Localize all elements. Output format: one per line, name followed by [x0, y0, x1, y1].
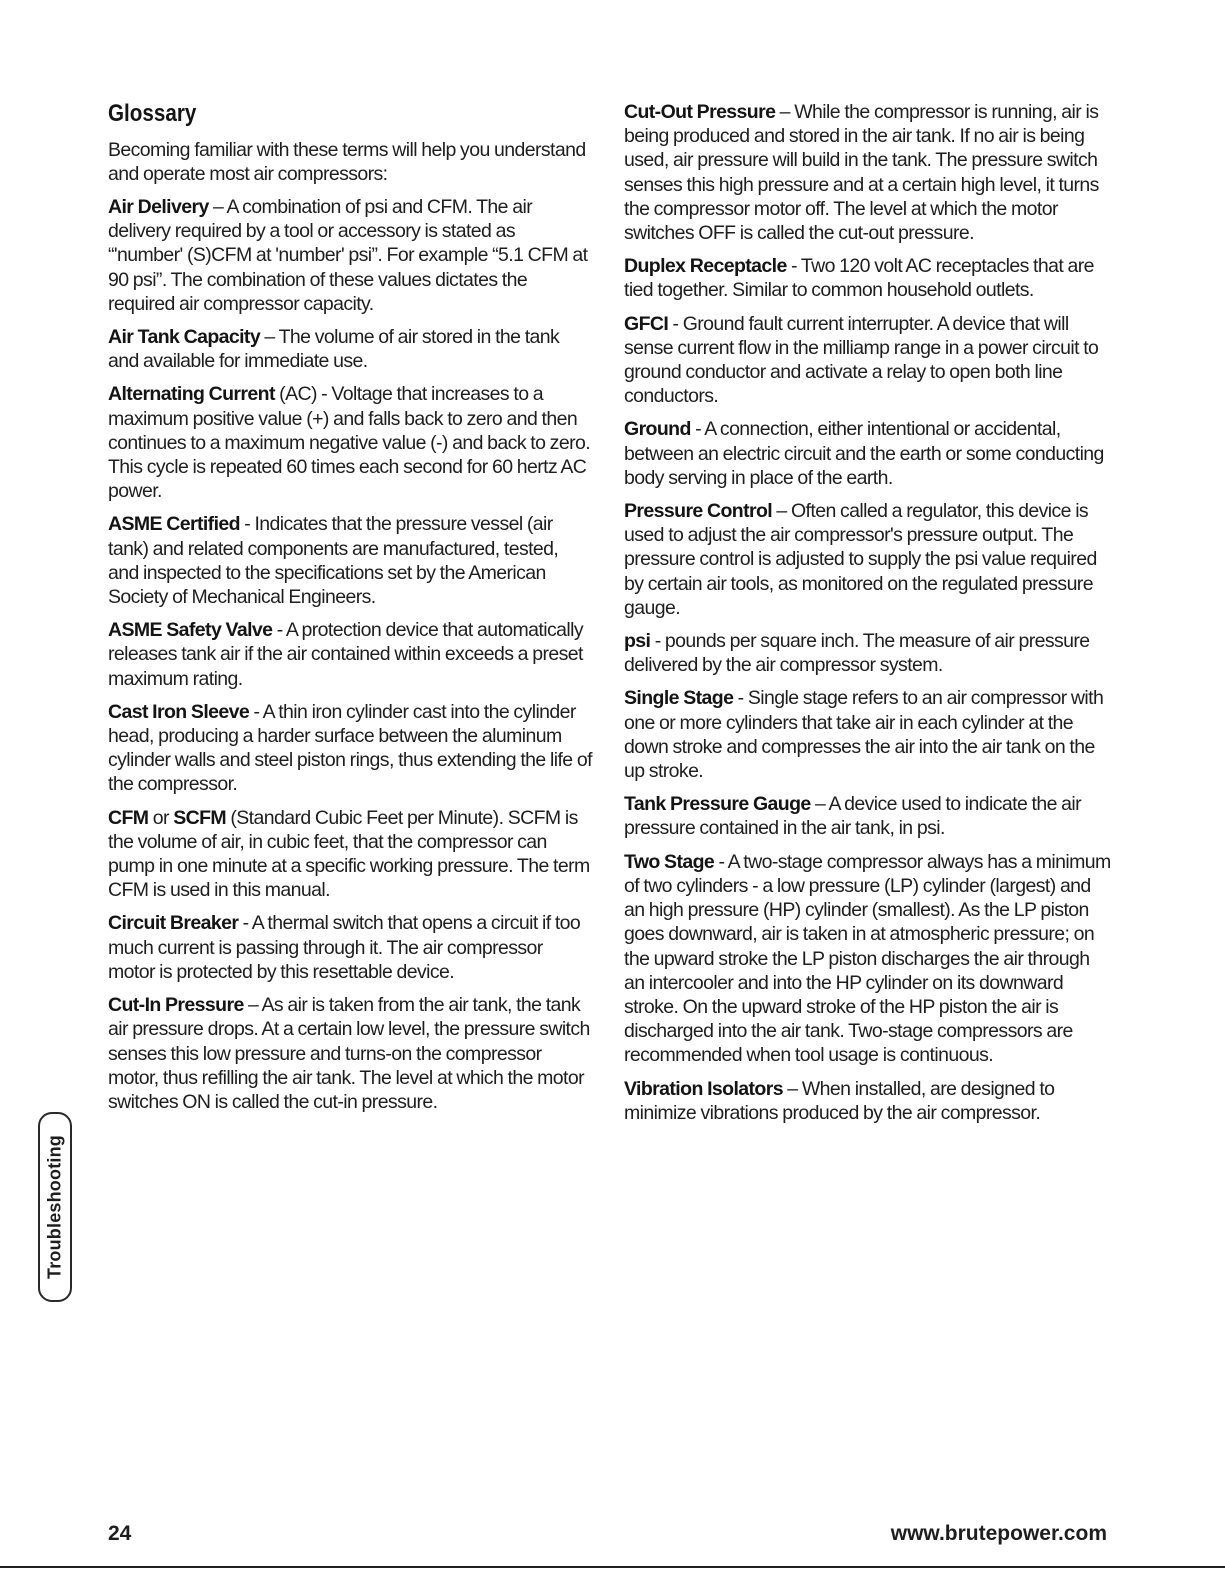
glossary-definition: or: [148, 806, 174, 829]
glossary-term: Pressure Control: [624, 500, 773, 523]
glossary-term: psi: [624, 630, 651, 653]
glossary-entry: [624, 686, 1112, 783]
glossary-entry: [108, 195, 592, 316]
glossary-definition: - A thermal switch that opens a circuit if too much current is passing through it. The air compressor motor is protected by this resettable device.: [108, 912, 581, 983]
glossary-definition: (Standard Cubic Feet per Minute). SCFM is the volume of air, in cubic feet, that the compressor can pump in one minute at a specific working pressure. The term CFM is used in this manual.: [108, 806, 590, 902]
glossary-term: Air Delivery: [108, 196, 209, 218]
glossary-definition: – A device used to indicate the air pressure contained in the air tank, in psi.: [624, 793, 1082, 840]
glossary-right-entries: [624, 100, 1112, 1125]
glossary-term: Cut-Out Pressure: [624, 101, 776, 123]
glossary-intro: Becoming familiar with these terms will help you understand and operate most air compressors:: [108, 138, 586, 185]
glossary-definition: - Indicates that the pressure vessel (air tank) and related components are manufactured, tested, and inspected to the specifications set by the American Society of Mechanical Engineers.: [108, 513, 559, 609]
glossary-term: Cut-In Pressure: [108, 994, 244, 1017]
glossary-left-entries: [108, 195, 592, 1114]
glossary-entry: [624, 792, 1112, 840]
glossary-term: Ground: [624, 418, 691, 441]
glossary-definition: - A protection device that automatically releases tank air if the air contained within exceeds a preset maximum rating.: [108, 619, 583, 690]
glossary-term: Tank Pressure Gauge: [624, 793, 811, 816]
glossary-definition: - A two-stage compressor always has a minimum of two cylinders - a low pressure (LP) cylinder (largest) and an high pressure (HP) cylinder (smallest). As the LP piston goes downward, air is taken in at atmospheric pressure; on the upward stroke the LP piston discharges the air through an intercooler and into the HP cylinder on its downward stroke. On the upward stroke of the HP piston the air is discharged into the air tank. Two-stage compressors are recommended when tool usage is continuous.: [624, 850, 1111, 1067]
glossary-term: SCFM: [173, 806, 227, 829]
glossary-entry: [624, 100, 1112, 245]
glossary-entry: [108, 806, 592, 903]
page-number: 24: [108, 1522, 132, 1545]
glossary-term: ASME Safety Valve: [108, 619, 273, 642]
glossary-entry: [108, 618, 592, 691]
glossary-title: Glossary: [108, 100, 197, 127]
glossary-definition: - Two 120 volt AC receptacles that are tied together. Similar to common household outlets.: [624, 255, 1094, 302]
glossary-term: Duplex Receptacle: [624, 255, 787, 278]
glossary-entry: [624, 312, 1112, 409]
glossary-entry: [624, 499, 1112, 620]
glossary-definition: – While the compressor is running, air is being produced and stored in the air tank. If no air is being used, air pressure will build in the tank. The pressure switch senses this high pressure and at a certain high level, it turns the compressor motor off. The level at which the motor switches OFF is called the cut-out pressure.: [624, 101, 1099, 245]
glossary-entry: [108, 993, 592, 1114]
glossary-definition: - A thin iron cylinder cast into the cylinder head, producing a harder surface between the aluminum cylinder walls and steel piston rings, thus extending the life of the compressor.: [108, 700, 592, 796]
glossary-term: Air Tank Capacity: [108, 326, 261, 349]
glossary-definition: - A connection, either intentional or accidental, between an electric circuit and the earth or some conducting body serving in place of the earth.: [624, 418, 1104, 489]
glossary-term: Cast Iron Sleeve: [108, 700, 250, 723]
glossary-term: Two Stage: [624, 850, 715, 873]
glossary-definition: - pounds per square inch. The measure of air pressure delivered by the air compressor system.: [624, 630, 1090, 677]
glossary-entry: [624, 1077, 1112, 1125]
glossary-definition: – Often called a regulator, this device is used to adjust the air compressor's pressure output. The pressure control is adjusted to supply the psi value required by certain air tools, as monitored on the regulated pressure gauge.: [624, 500, 1097, 619]
glossary-definition: (AC) - Voltage that increases to a maximum positive value (+) and falls back to zero and then continues to a maximum negative value (-) and back to zero. This cycle is repeated 60 times each second for 60 hertz AC power.: [108, 383, 591, 503]
glossary-term: ASME Certified: [108, 513, 240, 536]
glossary-definition: - Single stage refers to an air compressor with one or more cylinders that take air in each cylinder at the down stroke and compresses the air into the air tank on the up stroke.: [624, 687, 1104, 783]
glossary-definition: – When installed, are designed to minimize vibrations produced by the air compressor.: [624, 1077, 1055, 1124]
section-tab-troubleshooting[interactable]: [38, 1112, 72, 1302]
glossary-definition: – A combination of psi and CFM. The air delivery required by a tool or accessory is stated as “'number' (S)CFM at 'number' psi”. For example “5.1 CFM at 90 psi”. The combination of these values dictates the required air compressor capacity.: [108, 196, 588, 315]
glossary-entry: [624, 629, 1112, 677]
glossary-entry: [108, 700, 592, 797]
glossary-term: Vibration Isolators: [624, 1077, 783, 1100]
glossary-definition: - Ground fault current interrupter. A device that will sense current flow in the milliamp range in a power circuit to ground conductor and activate a relay to open both line conductors.: [624, 312, 1099, 408]
website-url: www.brutepower.com: [890, 1522, 1107, 1545]
glossary-entry: [624, 254, 1112, 302]
glossary-entry: [624, 417, 1112, 490]
glossary-term: Alternating Current: [108, 383, 275, 406]
section-tab-label: Troubleshooting: [44, 1135, 65, 1279]
glossary-term: Single Stage: [624, 687, 734, 710]
glossary-term: Circuit Breaker: [108, 912, 239, 935]
glossary-definition: – The volume of air stored in the tank and available for immediate use.: [108, 326, 560, 373]
glossary-entry: [624, 850, 1112, 1068]
glossary-entry: [108, 325, 592, 373]
glossary-right-column: [624, 100, 1112, 1134]
glossary-term: GFCI: [624, 312, 669, 335]
glossary-left-column: [108, 100, 592, 1123]
glossary-definition: – As air is taken from the air tank, the tank air pressure drops. At a certain low level, the pressure switch senses this low pressure and turns-on the compressor motor, thus refilling the air tank. The level at which the motor switches ON is called the cut-in pressure.: [108, 994, 590, 1113]
bottom-rule: [0, 1566, 1225, 1568]
glossary-entry: [108, 382, 592, 503]
glossary-entry: [108, 512, 592, 609]
glossary-term: CFM: [108, 806, 149, 829]
glossary-entry: [108, 911, 592, 984]
